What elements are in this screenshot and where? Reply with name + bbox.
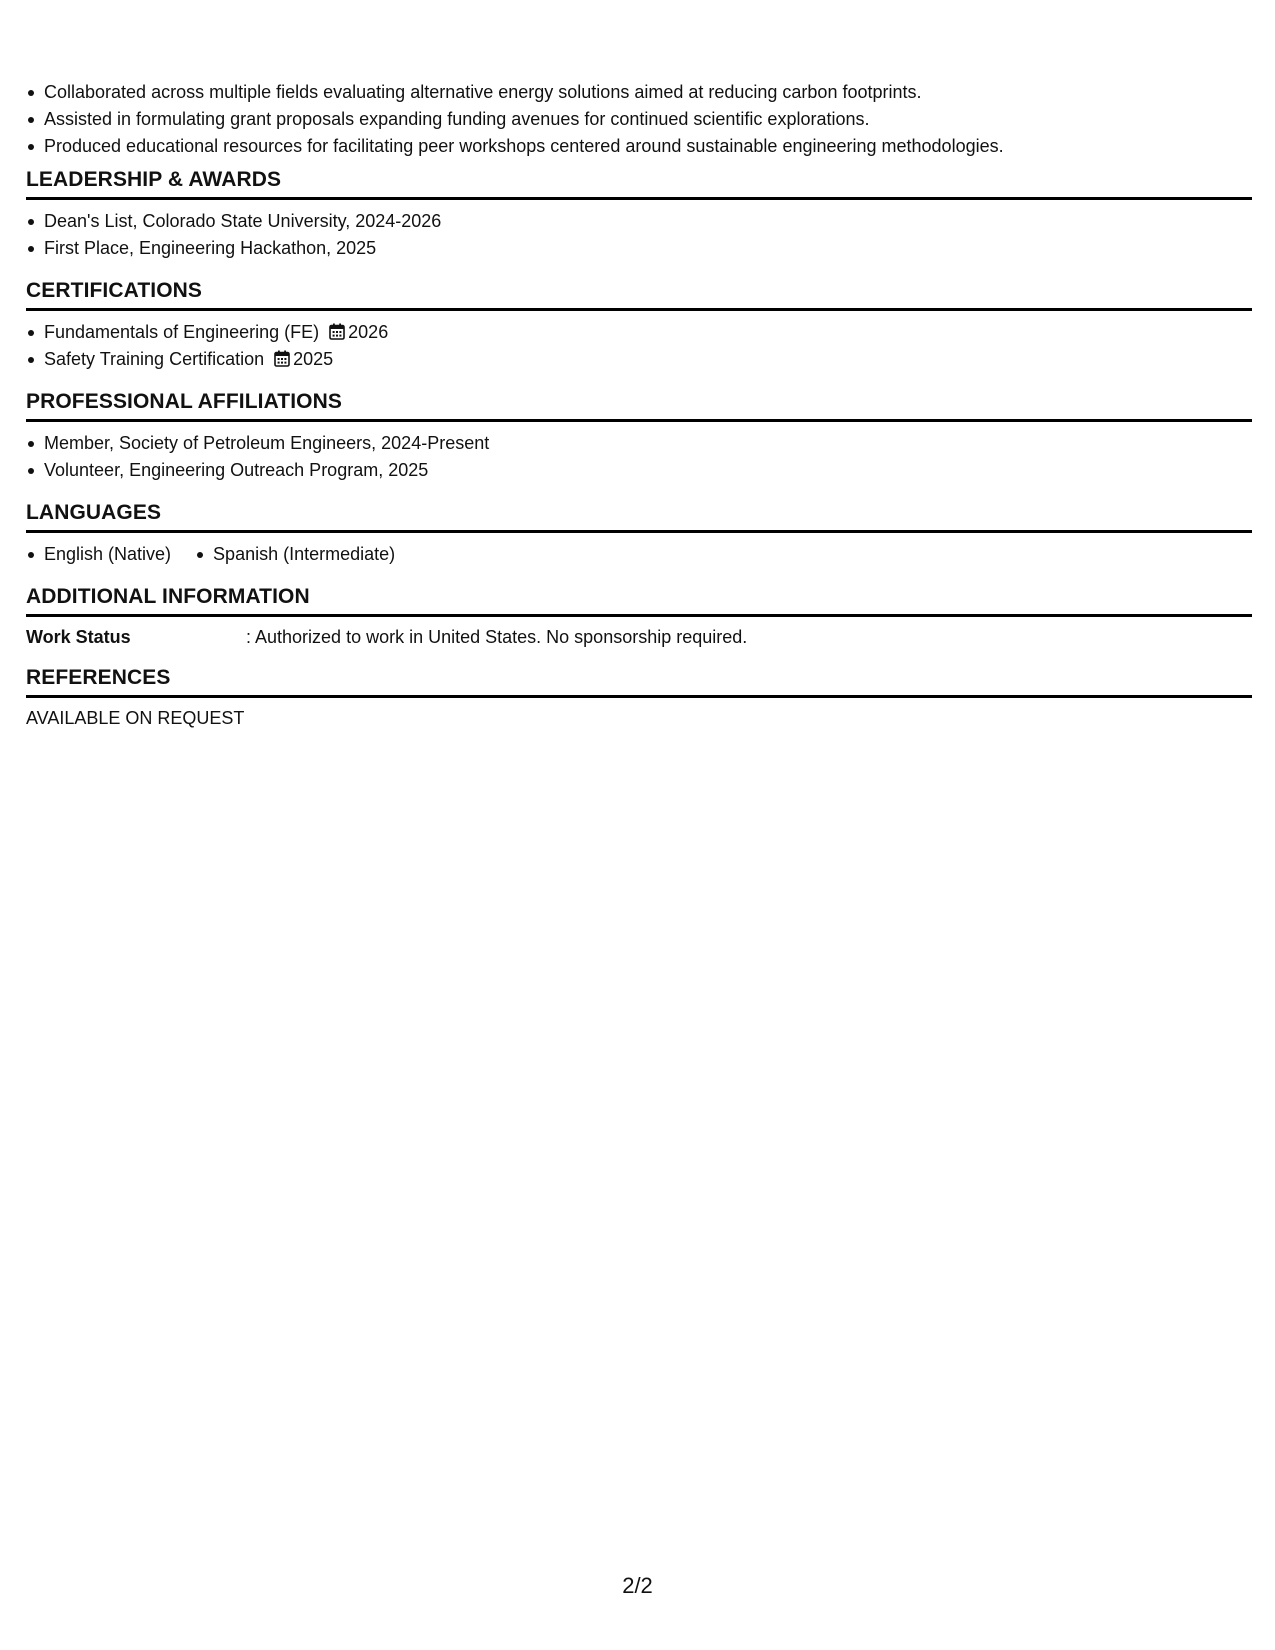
- list-item: First Place, Engineering Hackathon, 2025: [26, 235, 1252, 262]
- section-divider: [26, 419, 1252, 422]
- calendar-icon: [274, 348, 290, 375]
- certification-year: 2025: [293, 349, 334, 369]
- section-languages: [26, 500, 1252, 568]
- section-title: REFERENCES: [26, 666, 171, 689]
- certifications-list: [26, 319, 1252, 373]
- list-item: Dean's List, Colorado State University, 2024-2026: [26, 208, 1252, 235]
- list-item: [26, 346, 1252, 373]
- list-item: Volunteer, Engineering Outreach Program, 2025: [26, 457, 1252, 484]
- references-text: AVAILABLE ON REQUEST: [26, 708, 245, 728]
- section-title: LEADERSHIP & AWARDS: [26, 168, 282, 191]
- list-item: Spanish (Intermediate): [195, 541, 395, 568]
- section-references: [26, 665, 1252, 730]
- section-professional-affiliations: [26, 389, 1252, 484]
- section-certifications: [26, 278, 1252, 373]
- section-additional-information: [26, 584, 1252, 649]
- list-item: Assisted in formulating grant proposals expanding funding avenues for continued scientific explorations.: [26, 106, 1004, 133]
- section-divider: [26, 530, 1252, 533]
- list-item: English (Native): [26, 541, 171, 568]
- section-divider: [26, 695, 1252, 698]
- certification-year: 2026: [348, 322, 389, 342]
- list-item: Member, Society of Petroleum Engineers, 2024-Present: [26, 430, 1252, 457]
- affiliations-list: [26, 430, 1252, 484]
- section-title: ADDITIONAL INFORMATION: [26, 585, 310, 608]
- page-number: 2/2: [622, 1573, 653, 1598]
- work-status-value: : Authorized to work in United States. No sponsorship required.: [246, 627, 748, 647]
- section-title: CERTIFICATIONS: [26, 279, 203, 302]
- section-title: LANGUAGES: [26, 501, 162, 524]
- list-item: Collaborated across multiple fields evaluating alternative energy solutions aimed at reducing carbon footprints.: [26, 79, 1004, 106]
- work-status-label: Work Status: [26, 627, 131, 647]
- certification-name: Safety Training Certification: [44, 349, 265, 369]
- certification-name: Fundamentals of Engineering (FE): [44, 322, 320, 342]
- section-divider: [26, 614, 1252, 617]
- section-divider: [26, 308, 1252, 311]
- list-item: Produced educational resources for facilitating peer workshops centered around sustainable engineering methodologies.: [26, 133, 1004, 160]
- list-item: [26, 319, 1252, 346]
- experience-bullets-continued: [26, 79, 1004, 160]
- section-divider: [26, 197, 1252, 200]
- languages-list: [26, 541, 1252, 568]
- leadership-list: [26, 208, 1252, 262]
- work-status-row: [26, 625, 1252, 649]
- section-leadership-awards: [26, 167, 1252, 262]
- calendar-icon: [329, 321, 345, 348]
- section-title: PROFESSIONAL AFFILIATIONS: [26, 390, 342, 413]
